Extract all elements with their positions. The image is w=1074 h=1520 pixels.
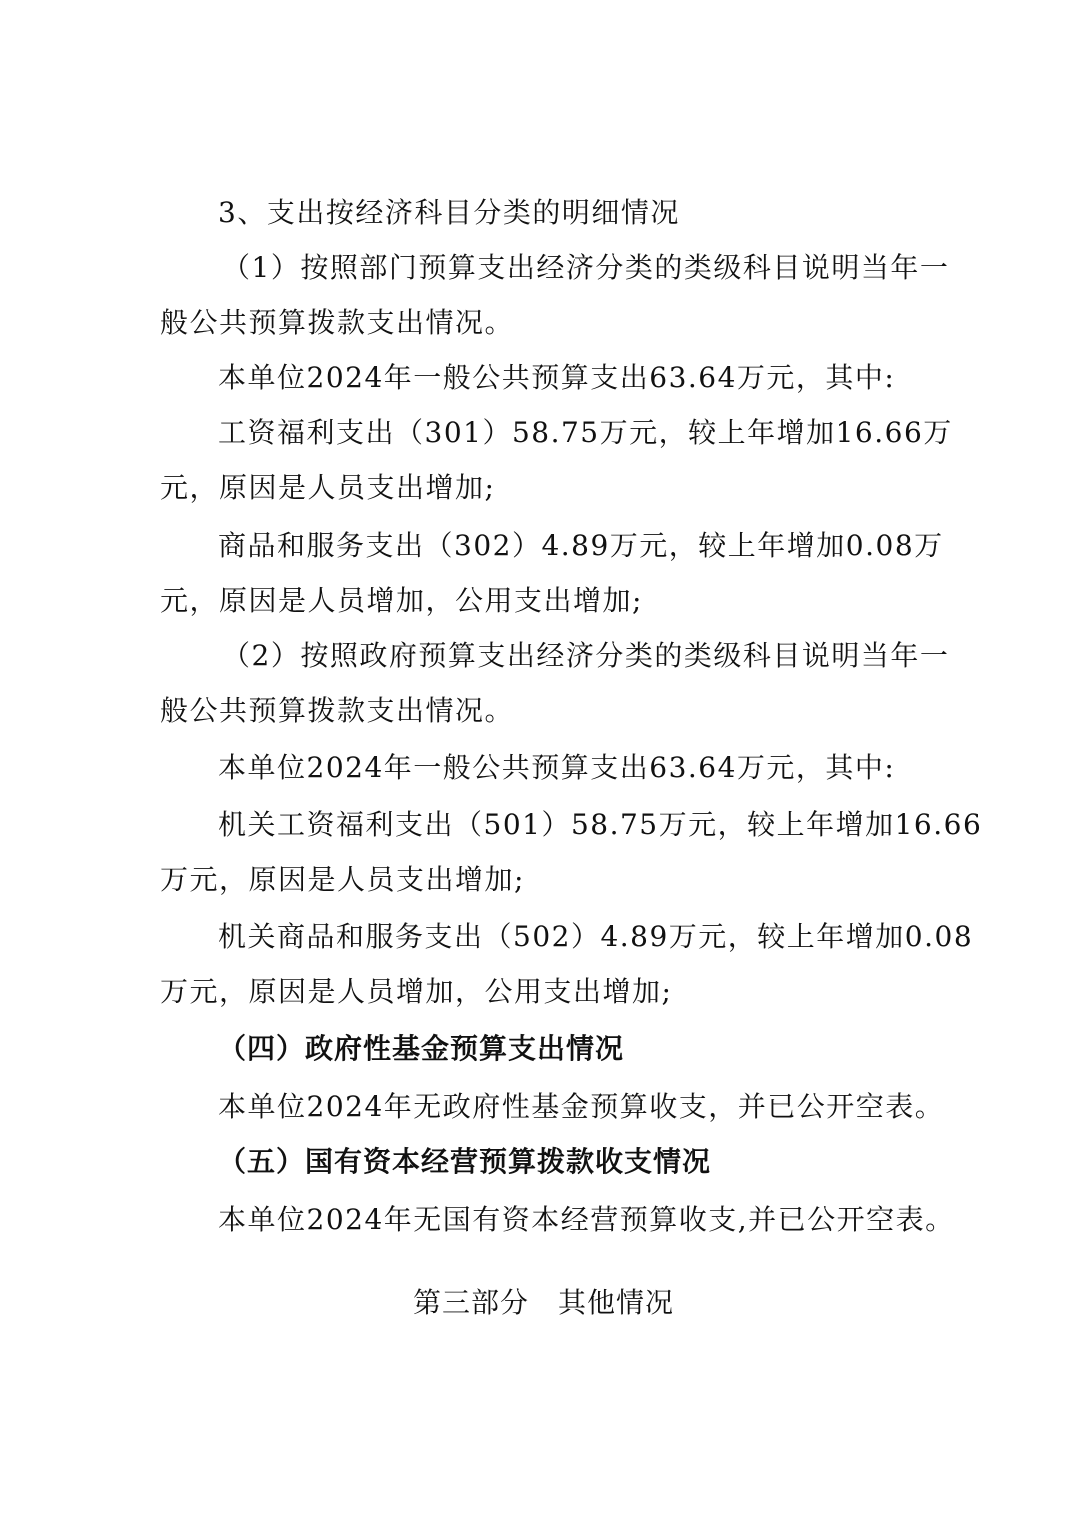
subsection-heading: 3、支出按经济科目分类的明细情况 [218,196,680,229]
paragraph-line: 元，原因是人员支出增加; [160,471,496,504]
part-3-heading: 第三部分 其他情况 [413,1286,675,1319]
paragraph-line: 机关工资福利支出（501）58.75万元，较上年增加16.66 [218,808,983,841]
paragraph-line: 本单位2024年一般公共预算支出63.64万元，其中: [218,361,896,394]
paragraph-line: 般公共预算拨款支出情况。 [160,306,515,339]
paragraph-line: 机关商品和服务支出（502）4.89万元，较上年增加0.08 [218,920,974,953]
section-5-heading: （五）国有资本经营预算拨款收支情况 [218,1145,712,1178]
paragraph-line: （2）按照政府预算支出经济分类的类级科目说明当年一 [222,639,950,672]
paragraph-line: 万元，原因是人员增加，公用支出增加; [160,975,673,1008]
paragraph-line: 万元，原因是人员支出增加; [160,863,525,896]
section-4-heading: （四）政府性基金预算支出情况 [218,1032,625,1065]
paragraph-line: 本单位2024年无国有资本经营预算收支,并已公开空表。 [218,1203,955,1236]
paragraph-line: （1）按照部门预算支出经济分类的类级科目说明当年一 [222,251,950,284]
paragraph-line: 本单位2024年无政府性基金预算收支，并已公开空表。 [218,1090,945,1123]
paragraph-line: 般公共预算拨款支出情况。 [160,694,515,727]
paragraph-line: 工资福利支出（301）58.75万元，较上年增加16.66万 [218,416,953,449]
paragraph-line: 商品和服务支出（302）4.89万元，较上年增加0.08万 [218,529,944,562]
paragraph-line: 本单位2024年一般公共预算支出63.64万元，其中: [218,751,896,784]
paragraph-line: 元，原因是人员增加，公用支出增加; [160,584,643,617]
